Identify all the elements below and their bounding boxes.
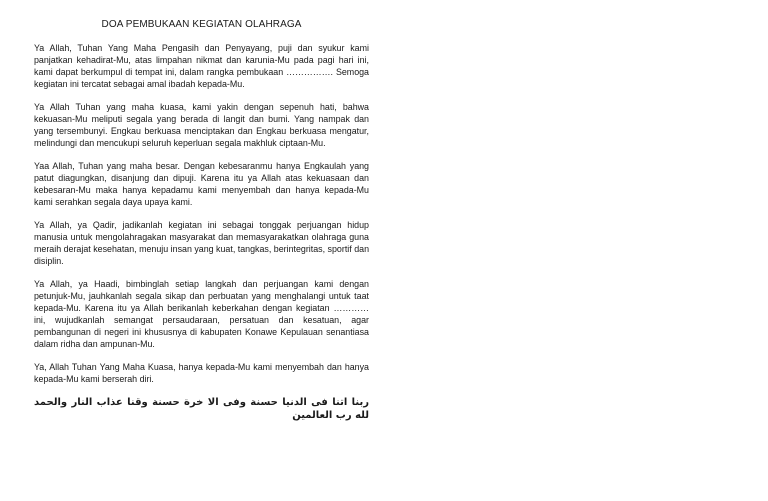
paragraph-2: Ya Allah Tuhan yang maha kuasa, kami yakin dengan sepenuh hati, bahwa kekuasan-Mu meliputi segala yang berada di langit dan bumi. Yang nampak dan yang tersembunyi. Engkau berkuasa menciptakan dan Engkau berkuasa mengatur, melindungi dan mencukupi seluruh keperluan segala makhluk ciptaan-Mu. — [34, 102, 369, 148]
paragraph-1: Ya Allah, Tuhan Yang Maha Pengasih dan Penyayang, puji dan syukur kami panjatkan kehadirat-Mu, atas limpahan nikmat dan karunia-Mu pada pagi hari ini, kami dapat berkumpul di tempat ini, dalam rangka pembukaan ……………. Semoga kegiatan ini tercatat sebagai amal ibadah kepada-Mu. — [34, 43, 369, 89]
paragraph-6: Ya, Allah Tuhan Yang Maha Kuasa, hanya kepada-Mu kami menyembah dan hanya kepada-Mu kami berserah diri. — [34, 362, 369, 384]
document-title: DOA PEMBUKAAN KEGIATAN OLAHRAGA — [101, 19, 302, 30]
paragraph-5: Ya Allah, ya Haadi, bimbinglah setiap langkah dan perjuangan kami dengan petunjuk-Mu, jauhkanlah segala sikap dan perbuatan yang menghalangi untuk taat kepada-Mu. Karena itu ya Allah berikanlah keberkahan dengan kegiatan ………… ini, wujudkanlah semangat persaudaraan, persatuan dan kesatuan, agar pembangunan di negeri ini khususnya di kabupaten Konawe Kepulauan senantiasa dalam ridha dan ampunan-Mu. — [34, 279, 369, 349]
paragraph-4: Ya Allah, ya Qadir, jadikanlah kegiatan ini sebagai tonggak perjuangan hidup manusia untuk mengolahragakan masyarakat dan memasyarakatkan olahraga guna meraih derajat kesehatan, menuju insan yang kuat, tangkas, berintegritas, sportif dan disiplin. — [34, 220, 369, 266]
arabic-prayer: ربنا اتنا فى الدنيا حسنة وفى الا خرة حسنة وقنا عذاب النار والحمد لله رب العالمين — [34, 397, 369, 421]
paragraph-3: Yaa Allah, Tuhan yang maha besar. Dengan kebesaranmu hanya Engkaulah yang patut diagungkan, disanjung dan dipuji. Karena itu ya Allah atas kekuasaan dan kebesaran-Mu maka hanya kepadamu kami menyembah dan hanya kepada-Mu kami serahkan segala daya upaya kami. — [34, 161, 369, 207]
document-page — [34, 18, 369, 422]
